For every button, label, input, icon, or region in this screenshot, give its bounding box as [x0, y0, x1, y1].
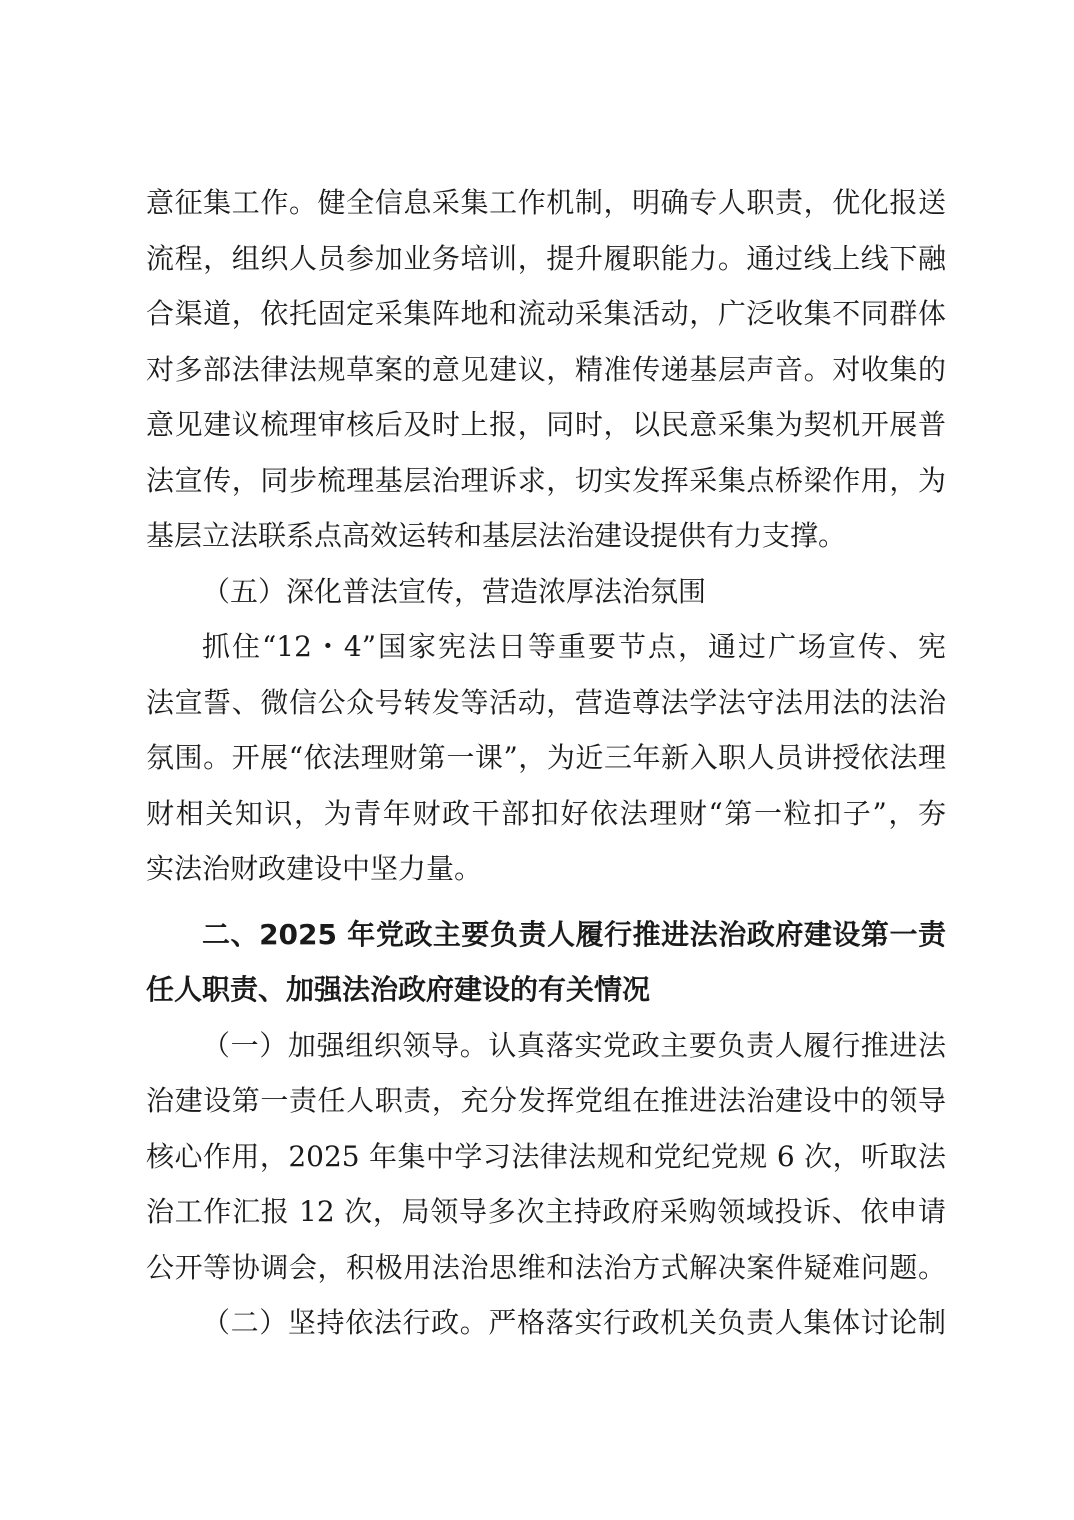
text-line: 核心作用，2025 年集中学习法律法规和党纪党规 6 次，听取法 — [146, 1139, 946, 1173]
text-line: 流程，组织人员参加业务培训，提升履职能力。通过线上线下融 — [146, 241, 946, 275]
text-line: 对多部法律法规草案的意见建议，精准传递基层声音。对收集的 — [146, 352, 946, 386]
document-page — [146, 175, 946, 1351]
paragraph-organization-leadership — [146, 1018, 946, 1296]
heading-line: 二、2025 年党政主要负责人履行推进法治政府建设第一责 — [202, 917, 946, 951]
paragraph-law-publicity — [146, 619, 946, 897]
text-line: （二）坚持依法行政。严格落实行政机关负责人集体讨论制 — [202, 1306, 946, 1339]
text-line: 财相关知识，为青年财政干部扣好依法理财“第一粒扣子”，夯 — [146, 796, 946, 830]
text-line: 法宣誓、微信公众号转发等活动，营造尊法学法守法用法的法治 — [146, 685, 946, 719]
text-line: 法宣传，同步梳理基层治理诉求，切实发挥采集点桥梁作用，为 — [146, 463, 946, 497]
text-line: 基层立法联系点高效运转和基层法治建设提供有力支撑。 — [146, 519, 847, 552]
text-line: 治建设第一责任人职责，充分发挥党组在推进法治建设中的领导 — [146, 1084, 946, 1117]
heading-line: 任人职责、加强法治政府建设的有关情况 — [146, 973, 651, 1006]
subheading-five: （五）深化普法宣传，营造浓厚法治氛围 — [202, 574, 707, 608]
paragraph-continued — [146, 175, 946, 564]
text-line: 意见建议梳理审核后及时上报，同时，以民意采集为契机开展普 — [146, 408, 946, 441]
text-line: 氛围。开展“依法理财第一课”，为近三年新入职人员讲授依法理 — [146, 741, 946, 774]
section-heading-two — [146, 907, 946, 1018]
text-line: 公开等协调会，积极用法治思维和法治方式解决案件疑难问题。 — [146, 1250, 946, 1284]
text-line: （一）加强组织领导。认真落实党政主要负责人履行推进法 — [202, 1028, 946, 1062]
paragraph-lawful-administration — [146, 1295, 946, 1351]
text-line: 治工作汇报 12 次，局领导多次主持政府采购领域投诉、依申请 — [146, 1195, 946, 1228]
text-line: 实法治财政建设中坚力量。 — [146, 852, 483, 885]
text-line: 合渠道，依托固定采集阵地和流动采集活动，广泛收集不同群体 — [146, 297, 946, 330]
text-line: 抓住“12・4”国家宪法日等重要节点，通过广场宣传、宪 — [202, 630, 946, 663]
text-line: 意征集工作。健全信息采集工作机制，明确专人职责，优化报送 — [146, 186, 946, 219]
